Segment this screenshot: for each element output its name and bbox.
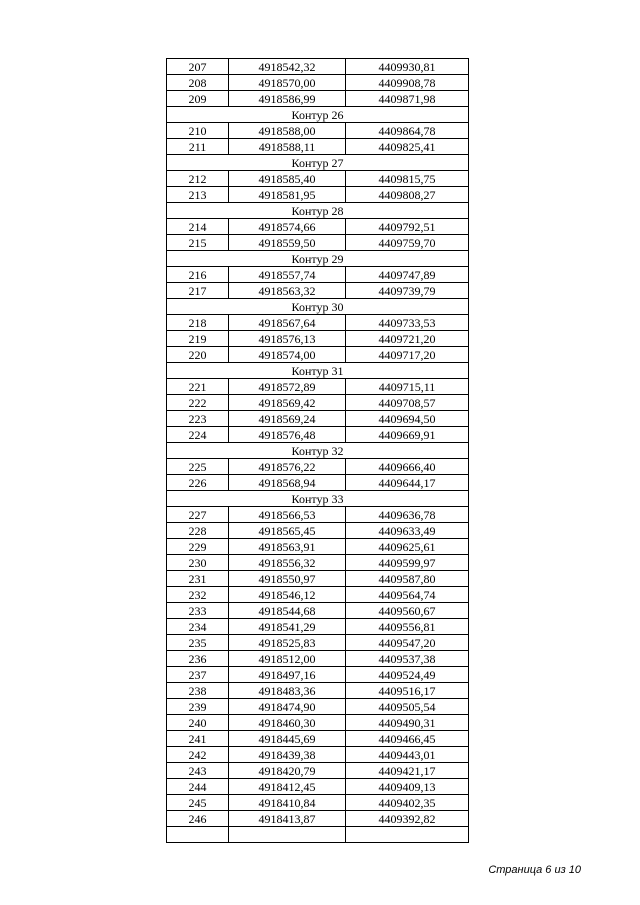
point-number-cell: 221 <box>167 379 229 395</box>
point-number-cell: 229 <box>167 539 229 555</box>
y-coordinate-cell: 4409490,31 <box>346 715 469 731</box>
x-coordinate-cell: 4918410,84 <box>229 795 346 811</box>
y-coordinate-cell: 4409792,51 <box>346 219 469 235</box>
contour-header-row <box>167 251 469 267</box>
table-row <box>167 571 469 587</box>
point-number-cell: 234 <box>167 619 229 635</box>
point-number-cell: 227 <box>167 507 229 523</box>
x-coordinate-cell: 4918445,69 <box>229 731 346 747</box>
x-coordinate-cell: 4918556,32 <box>229 555 346 571</box>
y-coordinate-cell: 4409871,98 <box>346 91 469 107</box>
y-coordinate-cell: 4409669,91 <box>346 427 469 443</box>
x-coordinate-cell: 4918541,29 <box>229 619 346 635</box>
y-coordinate-cell: 4409930,81 <box>346 59 469 75</box>
x-coordinate-cell: 4918413,87 <box>229 811 346 827</box>
point-number-cell: 240 <box>167 715 229 731</box>
table-row <box>167 555 469 571</box>
x-coordinate-cell: 4918474,90 <box>229 699 346 715</box>
x-coordinate-cell: 4918565,45 <box>229 523 346 539</box>
table-row <box>167 763 469 779</box>
x-coordinate-cell: 4918550,97 <box>229 571 346 587</box>
y-coordinate-cell: 4409599,97 <box>346 555 469 571</box>
point-number-cell: 226 <box>167 475 229 491</box>
table-row <box>167 395 469 411</box>
point-number-cell: 224 <box>167 427 229 443</box>
table-row <box>167 411 469 427</box>
x-coordinate-cell: 4918566,53 <box>229 507 346 523</box>
x-coordinate-cell: 4918574,00 <box>229 347 346 363</box>
y-coordinate-cell: 4409409,13 <box>346 779 469 795</box>
point-number-cell: 222 <box>167 395 229 411</box>
table-row <box>167 603 469 619</box>
point-number-cell: 214 <box>167 219 229 235</box>
table-row <box>167 91 469 107</box>
table-row <box>167 459 469 475</box>
y-coordinate-cell: 4409633,49 <box>346 523 469 539</box>
point-number-cell: 228 <box>167 523 229 539</box>
x-coordinate-cell: 4918546,12 <box>229 587 346 603</box>
contour-header-row <box>167 107 469 123</box>
y-coordinate-cell: 4409443,01 <box>346 747 469 763</box>
x-coordinate-cell: 4918544,68 <box>229 603 346 619</box>
empty-cell <box>229 827 346 843</box>
point-number-cell: 210 <box>167 123 229 139</box>
x-coordinate-cell: 4918570,00 <box>229 75 346 91</box>
y-coordinate-cell: 4409556,81 <box>346 619 469 635</box>
point-number-cell: 236 <box>167 651 229 667</box>
x-coordinate-cell: 4918569,24 <box>229 411 346 427</box>
point-number-cell: 239 <box>167 699 229 715</box>
table-row <box>167 587 469 603</box>
y-coordinate-cell: 4409524,49 <box>346 667 469 683</box>
x-coordinate-cell: 4918412,45 <box>229 779 346 795</box>
x-coordinate-cell: 4918569,42 <box>229 395 346 411</box>
table-row <box>167 811 469 827</box>
point-number-cell: 244 <box>167 779 229 795</box>
point-number-cell: 212 <box>167 171 229 187</box>
y-coordinate-cell: 4409717,20 <box>346 347 469 363</box>
x-coordinate-cell: 4918576,48 <box>229 427 346 443</box>
table-row <box>167 779 469 795</box>
contour-label: Контур 30 <box>167 299 469 315</box>
contour-label: Контур 32 <box>167 443 469 459</box>
x-coordinate-cell: 4918576,13 <box>229 331 346 347</box>
x-coordinate-cell: 4918497,16 <box>229 667 346 683</box>
x-coordinate-cell: 4918572,89 <box>229 379 346 395</box>
y-coordinate-cell: 4409825,41 <box>346 139 469 155</box>
x-coordinate-cell: 4918563,91 <box>229 539 346 555</box>
point-number-cell: 245 <box>167 795 229 811</box>
y-coordinate-cell: 4409392,82 <box>346 811 469 827</box>
table-row <box>167 75 469 91</box>
point-number-cell: 209 <box>167 91 229 107</box>
y-coordinate-cell: 4409808,27 <box>346 187 469 203</box>
contour-header-row <box>167 299 469 315</box>
y-coordinate-cell: 4409747,89 <box>346 267 469 283</box>
table-row <box>167 187 469 203</box>
y-coordinate-cell: 4409666,40 <box>346 459 469 475</box>
x-coordinate-cell: 4918581,95 <box>229 187 346 203</box>
point-number-cell: 232 <box>167 587 229 603</box>
point-number-cell: 230 <box>167 555 229 571</box>
contour-label: Контур 31 <box>167 363 469 379</box>
x-coordinate-cell: 4918559,50 <box>229 235 346 251</box>
contour-label: Контур 29 <box>167 251 469 267</box>
y-coordinate-cell: 4409587,80 <box>346 571 469 587</box>
point-number-cell: 220 <box>167 347 229 363</box>
x-coordinate-cell: 4918557,74 <box>229 267 346 283</box>
contour-label: Контур 28 <box>167 203 469 219</box>
point-number-cell: 237 <box>167 667 229 683</box>
x-coordinate-cell: 4918576,22 <box>229 459 346 475</box>
x-coordinate-cell: 4918568,94 <box>229 475 346 491</box>
table-row <box>167 747 469 763</box>
table-row <box>167 475 469 491</box>
contour-header-row <box>167 155 469 171</box>
point-number-cell: 216 <box>167 267 229 283</box>
table-row <box>167 539 469 555</box>
contour-header-row <box>167 203 469 219</box>
table-row <box>167 123 469 139</box>
table-row <box>167 523 469 539</box>
y-coordinate-cell: 4409560,67 <box>346 603 469 619</box>
contour-label: Контур 26 <box>167 107 469 123</box>
y-coordinate-cell: 4409715,11 <box>346 379 469 395</box>
y-coordinate-cell: 4409759,70 <box>346 235 469 251</box>
point-number-cell: 223 <box>167 411 229 427</box>
y-coordinate-cell: 4409815,75 <box>346 171 469 187</box>
point-number-cell: 213 <box>167 187 229 203</box>
x-coordinate-cell: 4918588,00 <box>229 123 346 139</box>
y-coordinate-cell: 4409537,38 <box>346 651 469 667</box>
y-coordinate-cell: 4409644,17 <box>346 475 469 491</box>
point-number-cell: 225 <box>167 459 229 475</box>
contour-label: Контур 33 <box>167 491 469 507</box>
table-row <box>167 635 469 651</box>
table-row <box>167 699 469 715</box>
y-coordinate-cell: 4409505,54 <box>346 699 469 715</box>
x-coordinate-cell: 4918439,38 <box>229 747 346 763</box>
y-coordinate-cell: 4409625,61 <box>346 539 469 555</box>
point-number-cell: 233 <box>167 603 229 619</box>
y-coordinate-cell: 4409466,45 <box>346 731 469 747</box>
table-row <box>167 507 469 523</box>
x-coordinate-cell: 4918420,79 <box>229 763 346 779</box>
point-number-cell: 242 <box>167 747 229 763</box>
table-row <box>167 219 469 235</box>
table-row <box>167 315 469 331</box>
point-number-cell: 218 <box>167 315 229 331</box>
table-row <box>167 667 469 683</box>
table-row <box>167 379 469 395</box>
table-row <box>167 59 469 75</box>
table-row <box>167 235 469 251</box>
point-number-cell: 246 <box>167 811 229 827</box>
x-coordinate-cell: 4918586,99 <box>229 91 346 107</box>
coordinates-table-body <box>167 59 469 843</box>
y-coordinate-cell: 4409721,20 <box>346 331 469 347</box>
point-number-cell: 241 <box>167 731 229 747</box>
point-number-cell: 231 <box>167 571 229 587</box>
table-row <box>167 283 469 299</box>
x-coordinate-cell: 4918588,11 <box>229 139 346 155</box>
x-coordinate-cell: 4918563,32 <box>229 283 346 299</box>
x-coordinate-cell: 4918525,83 <box>229 635 346 651</box>
y-coordinate-cell: 4409564,74 <box>346 587 469 603</box>
table-row <box>167 347 469 363</box>
table-row <box>167 731 469 747</box>
table-row <box>167 651 469 667</box>
y-coordinate-cell: 4409864,78 <box>346 123 469 139</box>
table-row <box>167 267 469 283</box>
y-coordinate-cell: 4409733,53 <box>346 315 469 331</box>
contour-header-row <box>167 491 469 507</box>
point-number-cell: 219 <box>167 331 229 347</box>
y-coordinate-cell: 4409402,35 <box>346 795 469 811</box>
point-number-cell: 243 <box>167 763 229 779</box>
y-coordinate-cell: 4409421,17 <box>346 763 469 779</box>
table-row <box>167 331 469 347</box>
table-bottom-padding <box>167 827 469 843</box>
point-number-cell: 238 <box>167 683 229 699</box>
point-number-cell: 211 <box>167 139 229 155</box>
x-coordinate-cell: 4918574,66 <box>229 219 346 235</box>
x-coordinate-cell: 4918542,32 <box>229 59 346 75</box>
x-coordinate-cell: 4918567,64 <box>229 315 346 331</box>
table-row <box>167 171 469 187</box>
page-number: Страница 6 из 10 <box>488 864 581 876</box>
x-coordinate-cell: 4918512,00 <box>229 651 346 667</box>
table-row <box>167 619 469 635</box>
empty-cell <box>167 827 229 843</box>
table-row <box>167 683 469 699</box>
contour-label: Контур 27 <box>167 155 469 171</box>
point-number-cell: 208 <box>167 75 229 91</box>
x-coordinate-cell: 4918585,40 <box>229 171 346 187</box>
y-coordinate-cell: 4409708,57 <box>346 395 469 411</box>
coordinates-table <box>166 58 469 843</box>
x-coordinate-cell: 4918483,36 <box>229 683 346 699</box>
y-coordinate-cell: 4409908,78 <box>346 75 469 91</box>
point-number-cell: 207 <box>167 59 229 75</box>
table-row <box>167 715 469 731</box>
x-coordinate-cell: 4918460,30 <box>229 715 346 731</box>
empty-cell <box>346 827 469 843</box>
y-coordinate-cell: 4409547,20 <box>346 635 469 651</box>
point-number-cell: 217 <box>167 283 229 299</box>
contour-header-row <box>167 443 469 459</box>
y-coordinate-cell: 4409636,78 <box>346 507 469 523</box>
point-number-cell: 215 <box>167 235 229 251</box>
table-row <box>167 139 469 155</box>
contour-header-row <box>167 363 469 379</box>
y-coordinate-cell: 4409516,17 <box>346 683 469 699</box>
table-row <box>167 795 469 811</box>
y-coordinate-cell: 4409694,50 <box>346 411 469 427</box>
table-row <box>167 427 469 443</box>
point-number-cell: 235 <box>167 635 229 651</box>
y-coordinate-cell: 4409739,79 <box>346 283 469 299</box>
